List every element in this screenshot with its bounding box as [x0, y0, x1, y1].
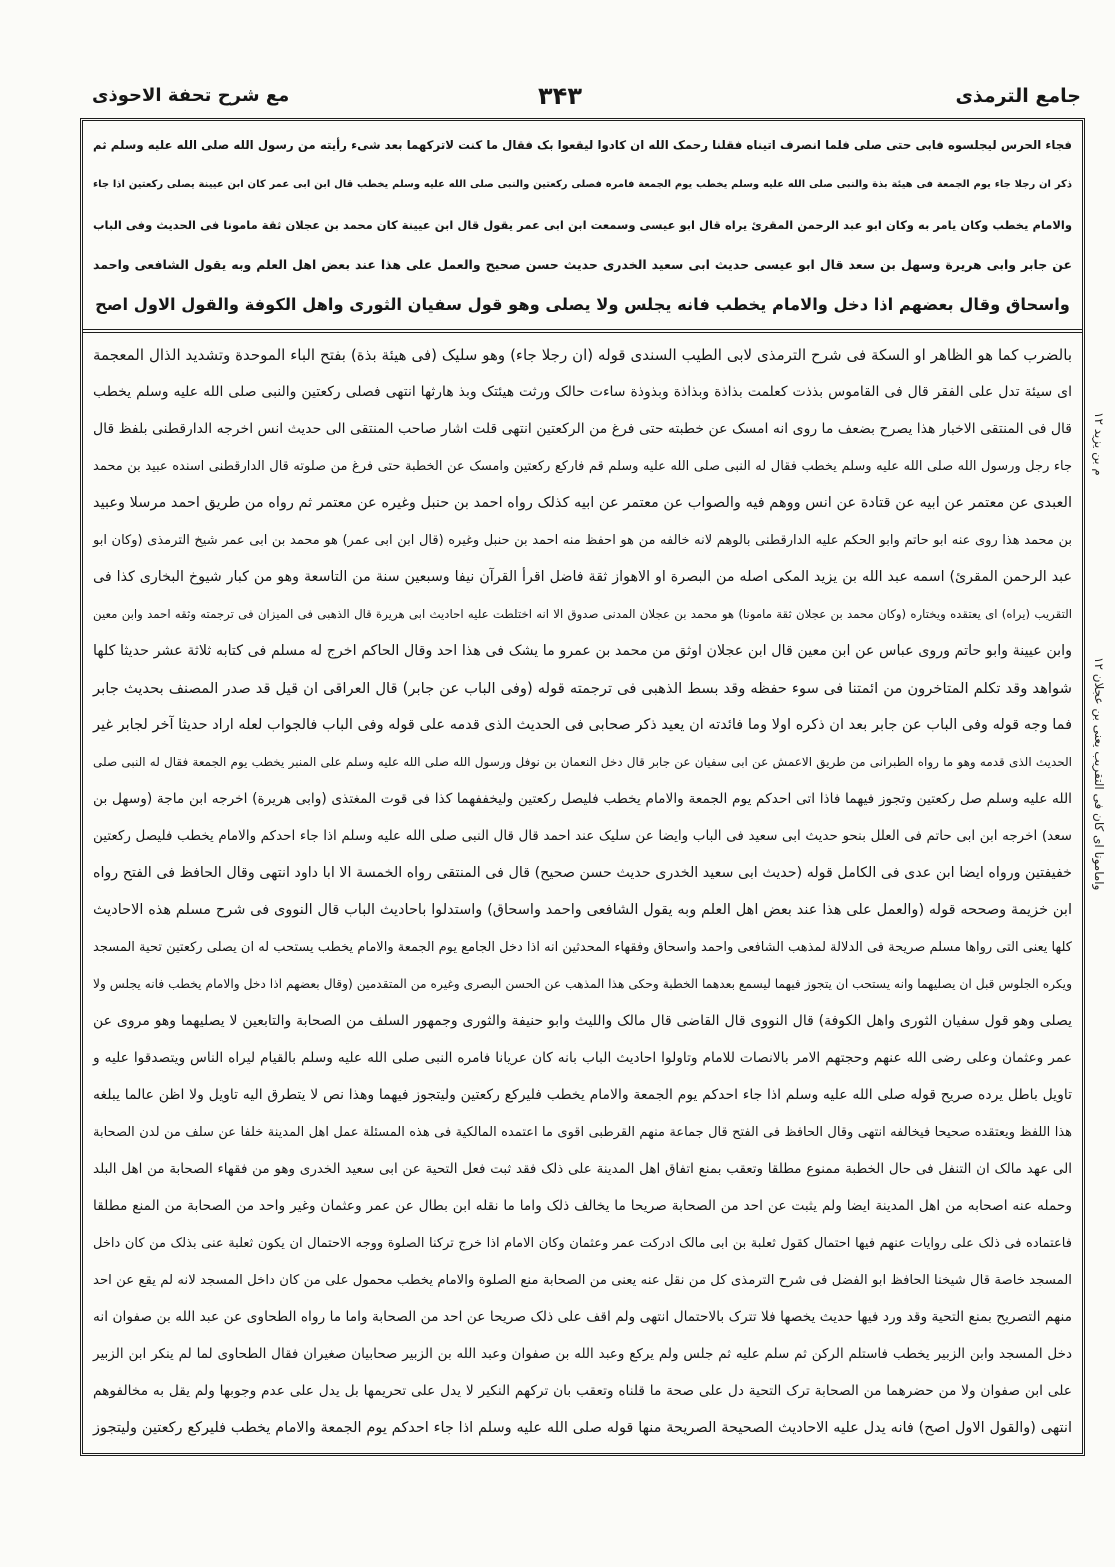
matn-line: فجاء الحرس لیجلسوه فابی حتی صلی فلما انصرف اتیناه فقلنا رحمک الله ان کادوا لیقعوا بک فقال ما کنت لاترکهما بعد شیء رأیته من رسول الله صلی الله علیه وسلم ثم: [93, 138, 1072, 152]
matn-line: والامام یخطب وکان یامر به وکان ابو عبد الرحمن المقرئ یراه قال ابو عیسی وسمعت ابن ابی عمر یقول قال ابن عیینة کان محمد بن عجلان ثقة مامونا فی الحدیث وفی الباب: [93, 218, 1072, 232]
sharh-line: خفیفتین ورواه ایضا ابن عدی فی الکامل قوله (حدیث ابی سعید الخدری حدیث حسن صحیح) قال فی المنتقی رواه الخمسة الا ابا داود انتهی وقال الحافظ فی الفتح رواه: [93, 865, 1072, 881]
sharh-line: دخل المسجد وابن الزبیر یخطب فاستلم الرکن ثم سلم علیه ثم جلس ولم یرکع وعبد الله بن صفوان وعبد الله بن الزبیر صحابیان صغیران فقال الطحاوی لما لم ینکر ابن الزبیر: [93, 1346, 1072, 1362]
sharh-line: تاویل باطل یرده صریح قوله صلی الله علیه وسلم اذا جاء احدکم یوم الجمعة والامام یخطب فلیرکع رکعتین ولیتجوز فیهما وهذا نص لا یتطرق الیه تاویل ولا اظن عالما یبلغه: [93, 1087, 1072, 1103]
page-frame: [80, 118, 1085, 1456]
sharh-line: ای سیئة تدل علی الفقر قال فی القاموس بذذت کعلمت بذاذة وبذاذة وبذوذة ساءت حالک ورثت هیئتک وبذ هارثها انتهی فصلی رکعتین والنبی صلی الله علیه وسلم یخطب: [93, 384, 1072, 400]
hadith-text-block: [83, 125, 1082, 333]
sharh-line: عبد الرحمن المقرئ) اسمه عبد الله بن یزید المکی اصله من البصرة او الاهواز ثقة فاضل اقرأ القرآن نیفا وسبعین سنة من التاسعة وهو من کبار شیوخ البخاری کذا فی: [93, 569, 1072, 585]
margin-note: وامامونا ای کان فی التقریب یعنی بن عجلان ۱۲: [1092, 656, 1106, 890]
matn-line: عن جابر وابی هریرة وسهل بن سعد قال ابو عیسی حدیث ابی سعید الخدری حدیث حسن صحیح والعمل علی هذا عند بعض اهل العلم وبه یقول الشافعی واحمد: [93, 257, 1072, 272]
sharh-line: انتهی (والقول الاول اصح) فانه یدل علیه الاحادیث الصحیحة الصریحة منها قوله صلی الله علیه وسلم اذا جاء احدکم یوم الجمعة والامام یخطب فلیرکع رکعتین ولیتجوز: [93, 1420, 1072, 1436]
sharh-line: یصلی وهو قول سفیان الثوری واهل الکوفة) قال النووی قال القاضی قال مالک واللیث وابو حنیفة والثوری وجمهور السلف من الصحابة والتابعین لا یصلیهما وهو مروی عن: [93, 1013, 1072, 1029]
running-head-book-title: جامع الترمذی: [955, 85, 1081, 107]
sharh-line: سعد) اخرجه ابن ابی حاتم فی العلل بنحو حدیث ابی سعید فی الباب وایضا عن سلیک عند احمد قال قال النبی صلی الله علیه وسلم اذا جاء احدکم والامام یخطب فلیصل رکعتین: [93, 828, 1072, 844]
sharh-line: بن محمد هذا روی عنه ابو حاتم وابو الحکم علیه الدارقطنی بالوهم لانه خالفه من هو احفظ منه احمد بن حنبل وغیره (قال ابن ابی عمر) هو محمد بن ابی عمر شیخ الترمذی (وکان ابو: [93, 533, 1072, 548]
sharh-line: المسجد خاصة قال شیخنا الحافظ ابو الفضل فی شرح الترمذی کل من نقل عنه یعنی من الصحابة منع الصلوة والامام یخطب محمول علی من کان داخل المسجد لانه لم یقع عن احد: [93, 1273, 1072, 1288]
sharh-line: جاء رجل ورسول الله صلی الله علیه وسلم یخطب فقال له النبی صلی الله علیه وسلم قم فارکع رکعتین وامسک عن الخطبة حتی فرغ من صلوته قال الدارقطنی اسنده عبید بن محمد: [93, 459, 1072, 474]
sharh-line: التقریب (یراه) ای یعتقده ویختاره (وکان محمد بن عجلان ثقة مامونا) هو محمد بن عجلان المدنی صدوق الا انه اختلطت علیه احادیث ابی هریرة قال الذهبی فی المیزان فی ترجمته وثقه احمد وابن معین: [93, 607, 1072, 621]
margin-note: م بن یزید ۱۲: [1092, 412, 1106, 476]
sharh-line: ویکره الجلوس قبل ان یصلیهما وانه یستحب ان یتجوز فیهما لیسمع بعدهما الخطبة وحکی هذا المذهب عن الحسن البصری وغیره من المتقدمین (وقال بعضهم اذا دخل والامام یخطب فانه یجلس ولا: [93, 977, 1072, 991]
sharh-line: کلها یعنی التی رواها مسلم صریحة فی الدلالة لمذهب الشافعی واحمد واسحاق وفقهاء المحدثین انه اذا دخل الجامع یوم الجمعة والامام یخطب یستحب له ان یصلی رکعتین تحیة المسجد: [93, 940, 1072, 955]
page-number: ۳۴۳: [538, 82, 582, 110]
sharh-line: هذا اللفظ ویعتقده صحیحا فیخالفه انتهی وقال الحافظ فی الفتح قال جماعة منهم القرطبی اقوی ما اعتمده المالکیة فی هذه المسئلة عمل اهل المدینة خلفا عن سلف من لدن الصحابة: [93, 1125, 1072, 1140]
sharh-line: وابن عیینة وابو حاتم وروی عباس عن ابن معین قال ابن عجلان اوثق من محمد بن عمرو ما یشک فی هذا احد وقال الحاکم اخرج له مسلم فی کتابه ثلاثة عشر حدیثا کلها: [93, 643, 1072, 659]
sharh-line: عمر وعثمان وعلی رضی الله عنهم وحجتهم الامر بالانصات للامام وتاولوا احادیث الباب بانه کان عریانا فامره النبی صلی الله علیه وسلم بالقیام لیراه الناس ویتصدقوا علیه و: [93, 1050, 1072, 1066]
sharh-line: منهم التصریح بمنع التحیة وقد ورد فیها حدیث یخصها فلا تترک بالاحتمال انتهی ولم اقف علی ذلک صریحا عن احد من الصحابة واما ما رواه الطحاوی عن عبد الله بن صفوان انه: [93, 1309, 1072, 1325]
sharh-line: وحمله عنه اصحابه من اهل المدینة ایضا ولم یثبت عن احد من الصحابة صریحا ما یخالف ذلک واما ما نقله ابن بطال عن عمر وعثمان وغیر واحد من الصحابة من المنع مطلقا: [93, 1198, 1072, 1214]
sharh-line: الله علیه وسلم صل رکعتین وتجوز فیهما فاذا اتی احدکم یوم الجمعة والامام یخطب فلیصل رکعتین ولیخففهما کذا فی قوت المغتذی (وابی هریرة) اخرجه ابن ماجة (وسهل بن: [93, 791, 1072, 807]
sharh-line: الحدیث الذی قدمه وهو ما رواه الطبرانی من طریق الاعمش عن ابی سفیان عن جابر قال دخل النعمان بن نوفل ورسول الله صلی الله علیه وسلم علی المنبر یخطب یوم الجمعة فقال له النبی صلی: [93, 755, 1072, 769]
sharh-line: قال فی المنتقی الاخبار هذا یصرح بضعف ما روی انه امسک عن خطبته حتی فرغ من الرکعتین انتهی قلت اشار صاحب المنتقی الی حدیث انس اخرجه الدارقطنی بلفظ قال: [93, 421, 1072, 437]
sharh-line: شواهد وقد تکلم المتاخرون من ائمتنا فی سوء حفظه وقد بسط الذهبی فی ترجمته قوله (وفی الباب عن جابر) قال العراقی ان قیل قد صدر المصنف بحدیث جابر: [93, 680, 1072, 697]
sharh-line: علی ابن صفوان ولا من حضرهما من الصحابة ترک التحیة دل علی صحة ما قلناه وتعقب بان ترکهم النکیر لا یدل علی تحریمها بل یدل علی عدم وجوبها ولم یقل به مخالفوهم: [93, 1383, 1072, 1399]
matn-line: ذکر ان رجلا جاء یوم الجمعة فی هیئة بذة والنبی صلی الله علیه وسلم یخطب یوم الجمعة فامره فصلی رکعتین والنبی صلی الله علیه وسلم یخطب قال ابن ابی عمر کان ابن عیینة یصلی رکعتین اذا جاء: [93, 179, 1072, 190]
sharh-line: ابن خزیمة وصححه قوله (والعمل علی هذا عند بعض اهل العلم وبه یقول الشافعی واحمد واسحاق) واستدلوا باحادیث الباب قال النووی فی شرح مسلم هذه الاحادیث: [93, 902, 1072, 918]
sharh-line: فما وجه قوله وفی الباب عن جابر بعد ان ذکره اولا وما فائدته ان یعید ذکر صحابی فی الحدیث الذی قدمه علی قوله وفی الباب فالجواب لعله اراد حدیثا آخر لجابر غیر: [93, 717, 1072, 733]
sharh-line: فاعتماده فی ذلک علی روایات عنهم فیها احتمال کقول ثعلبة بن ابی مالک ادرکت عمر وعثمان وکان الامام اذا خرج ترکنا الصلوة ووجه الاحتمال ان یکون ثعلبة عنی بذلک من کان داخل: [93, 1236, 1072, 1251]
matn-line: واسحاق وقال بعضهم اذا دخل والامام یخطب فانه یجلس ولا یصلی وهو قول سفیان الثوری واهل الکوفة والقول الاول اصح: [95, 295, 1070, 314]
running-head-commentary-title: مع شرح تحفة الاحوذی: [92, 85, 290, 106]
sharh-line: العبدی عن معتمر عن ابیه عن قتادة عن انس ووهم فیه والصواب عن معتمر عن ابیه کذلک رواه احمد بن حنبل وغیره عن معتمر ثم رواه من طریق احمد مرسلا وعبید: [93, 495, 1072, 511]
sharh-line: بالضرب کما هو الظاهر او السکة فی شرح الترمذی لابی الطیب السندی قوله (ان رجلا جاء) وهو سلیک (فی هیئة بذة) بفتح الباء الموحدة وتشدید الذال المعجمة: [93, 346, 1072, 364]
sharh-line: الی عهد مالک ان التنفل فی حال الخطبة ممنوع مطلقا وتعقب بمنع اتفاق اهل المدینة علی ذلک فقد ثبت فعل التحیة عن ابی سعید الخدری وهو من فقهاء الصحابة من اهل البلد: [93, 1161, 1072, 1177]
commentary-text-block: [83, 337, 1082, 1447]
